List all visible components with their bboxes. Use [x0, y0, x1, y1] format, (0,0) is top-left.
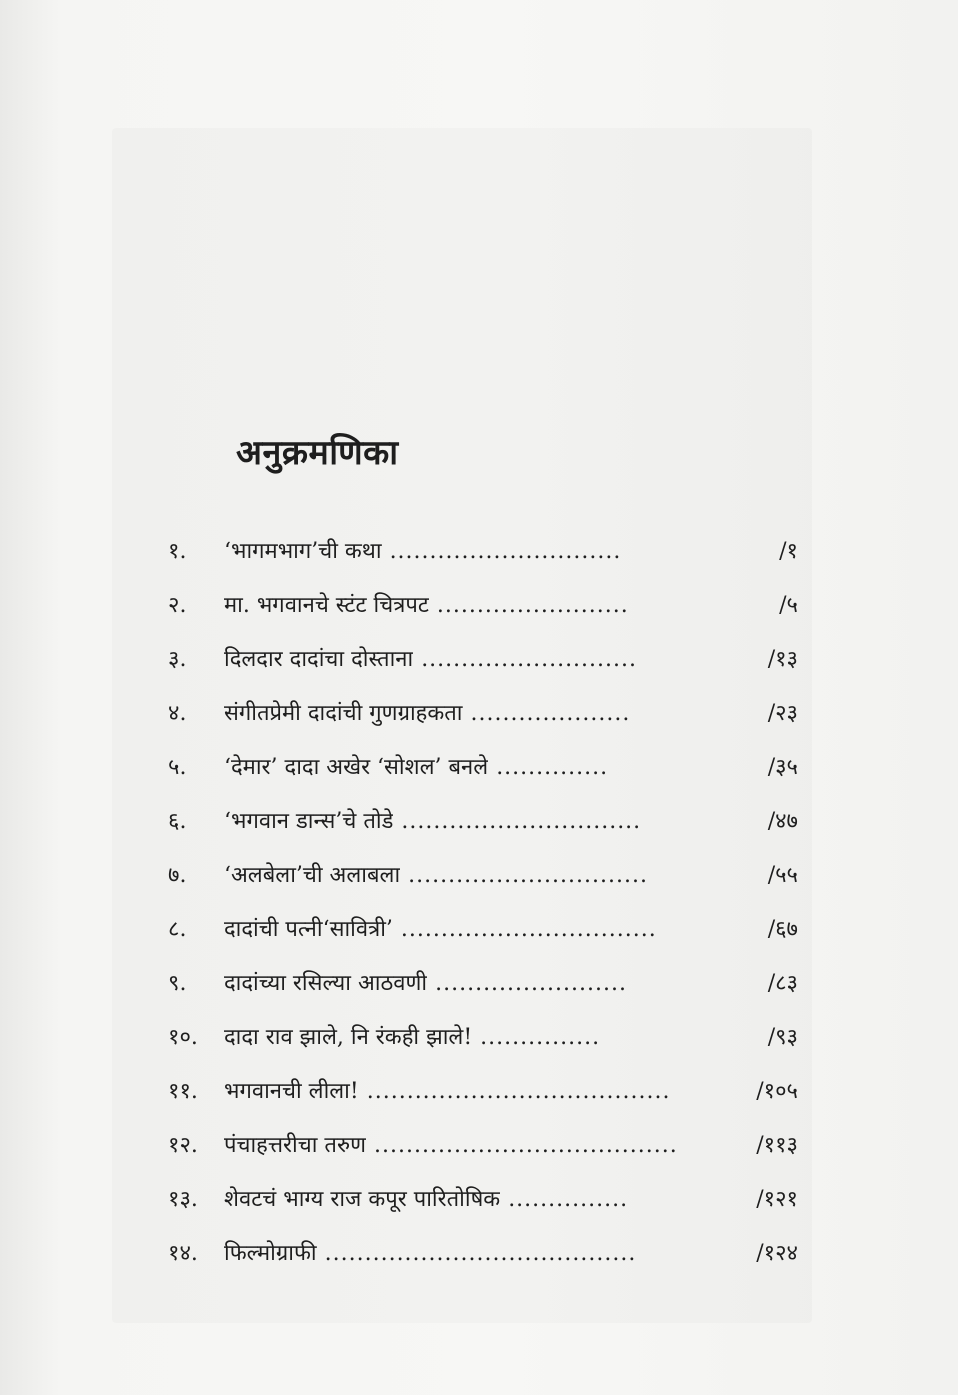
toc-entry-number: ३.: [168, 647, 187, 672]
toc-entry-leader: ................................: [400, 917, 657, 942]
toc-entry-leader: ......................................: [374, 1133, 678, 1158]
toc-entry-title: दादांची पत्नी‘सावित्री’: [224, 917, 393, 942]
toc-entry: [168, 967, 798, 1021]
toc-entry-number: ८.: [168, 917, 187, 942]
toc-entry-number: ७.: [168, 863, 187, 888]
toc-entry-page: /२३: [767, 701, 798, 726]
toc-entry-number: ९.: [168, 971, 187, 996]
toc-entry: [168, 1237, 798, 1291]
toc-entry-page: /३५: [767, 755, 798, 780]
toc-entry-number: ५.: [168, 755, 187, 780]
toc-entry-number: १३.: [168, 1187, 198, 1212]
toc-entry-page: /१०५: [756, 1079, 798, 1104]
toc-entry: [168, 1075, 798, 1129]
toc-entry: [168, 1129, 798, 1183]
toc-entry-title: दिलदार दादांचा दोस्ताना: [224, 647, 414, 672]
toc-entry-title: ‘देमार’ दादा अखेर ‘सोशल’ बनले: [224, 755, 489, 780]
toc-entry-number: ६.: [168, 809, 187, 834]
toc-entry-page: /१: [779, 539, 798, 564]
toc-entry-leader: ..............: [496, 755, 609, 780]
toc-entry-title: दादा राव झाले, नि रंकही झाले!: [224, 1025, 473, 1050]
toc-entry-page: /१२१: [756, 1187, 798, 1212]
toc-entry-title: ‘भागमभाग’ची कथा: [224, 539, 382, 564]
toc-entry-page: /५५: [767, 863, 798, 888]
toc-entry-page: /१३: [767, 647, 798, 672]
toc-entry-page: /११३: [756, 1133, 798, 1158]
toc-entry-title: ‘अलबेला’ची अलाबला: [224, 863, 401, 888]
toc-entry-page: /८३: [767, 971, 798, 996]
toc-entry-leader: ......................................: [366, 1079, 671, 1104]
toc-entry-title: फिल्मोग्राफी: [224, 1241, 317, 1266]
toc-entry: [168, 751, 798, 805]
toc-entry-leader: ...............: [480, 1025, 601, 1050]
toc-entry: [168, 1021, 798, 1075]
page-title: अनुक्रमणिका: [236, 433, 399, 473]
toc-entry-number: १०.: [168, 1025, 198, 1050]
toc-entry-leader: ........................: [435, 971, 627, 996]
toc-entry-title: दादांच्या रसिल्या आठवणी: [224, 971, 428, 996]
toc-entry-page: /६७: [767, 917, 798, 942]
toc-entry: [168, 859, 798, 913]
toc-entry-leader: ...........................: [421, 647, 638, 672]
toc-entry: [168, 913, 798, 967]
toc-entry-leader: .............................: [389, 539, 622, 564]
toc-entry-title: शेवटचं भाग्य राज कपूर पारितोषिक: [224, 1187, 501, 1212]
toc-entry-page: /५: [779, 593, 798, 618]
toc-entry-title: भगवानची लीला!: [224, 1079, 359, 1104]
toc-entry-title: मा. भगवानचे स्टंट चित्रपट: [224, 593, 429, 618]
toc-entry: [168, 697, 798, 751]
toc-entry-leader: ....................: [470, 701, 631, 726]
toc-entry: [168, 643, 798, 697]
toc-entry-number: ४.: [168, 701, 187, 726]
toc-entry-leader: ..............................: [401, 809, 642, 834]
toc-entry-page: /९३: [767, 1025, 798, 1050]
toc-entry-page: /४७: [767, 809, 798, 834]
toc-entry-leader: ........................: [436, 593, 629, 618]
toc-entry: [168, 535, 798, 589]
toc-entry-title: पंचाहत्तरीचा तरुण: [224, 1133, 367, 1158]
toc-entry: [168, 1183, 798, 1237]
toc-entry-title: संगीतप्रेमी दादांची गुणग्राहकता: [224, 701, 463, 726]
toc-entry: [168, 805, 798, 859]
toc-entry-number: ११.: [168, 1079, 198, 1104]
toc-entry-page: /१२४: [756, 1241, 798, 1266]
toc-entry-number: १४.: [168, 1241, 198, 1266]
toc-entry: [168, 589, 798, 643]
table-of-contents: [168, 535, 798, 1291]
toc-entry-number: २.: [168, 593, 187, 618]
toc-entry-number: १२.: [168, 1133, 198, 1158]
toc-entry-leader: ...............: [508, 1187, 629, 1212]
toc-entry-number: १.: [168, 539, 187, 564]
toc-entry-leader: .......................................: [324, 1241, 637, 1266]
toc-entry-leader: ..............................: [408, 863, 648, 888]
toc-entry-title: ‘भगवान डान्स’चे तोडे: [224, 809, 394, 834]
